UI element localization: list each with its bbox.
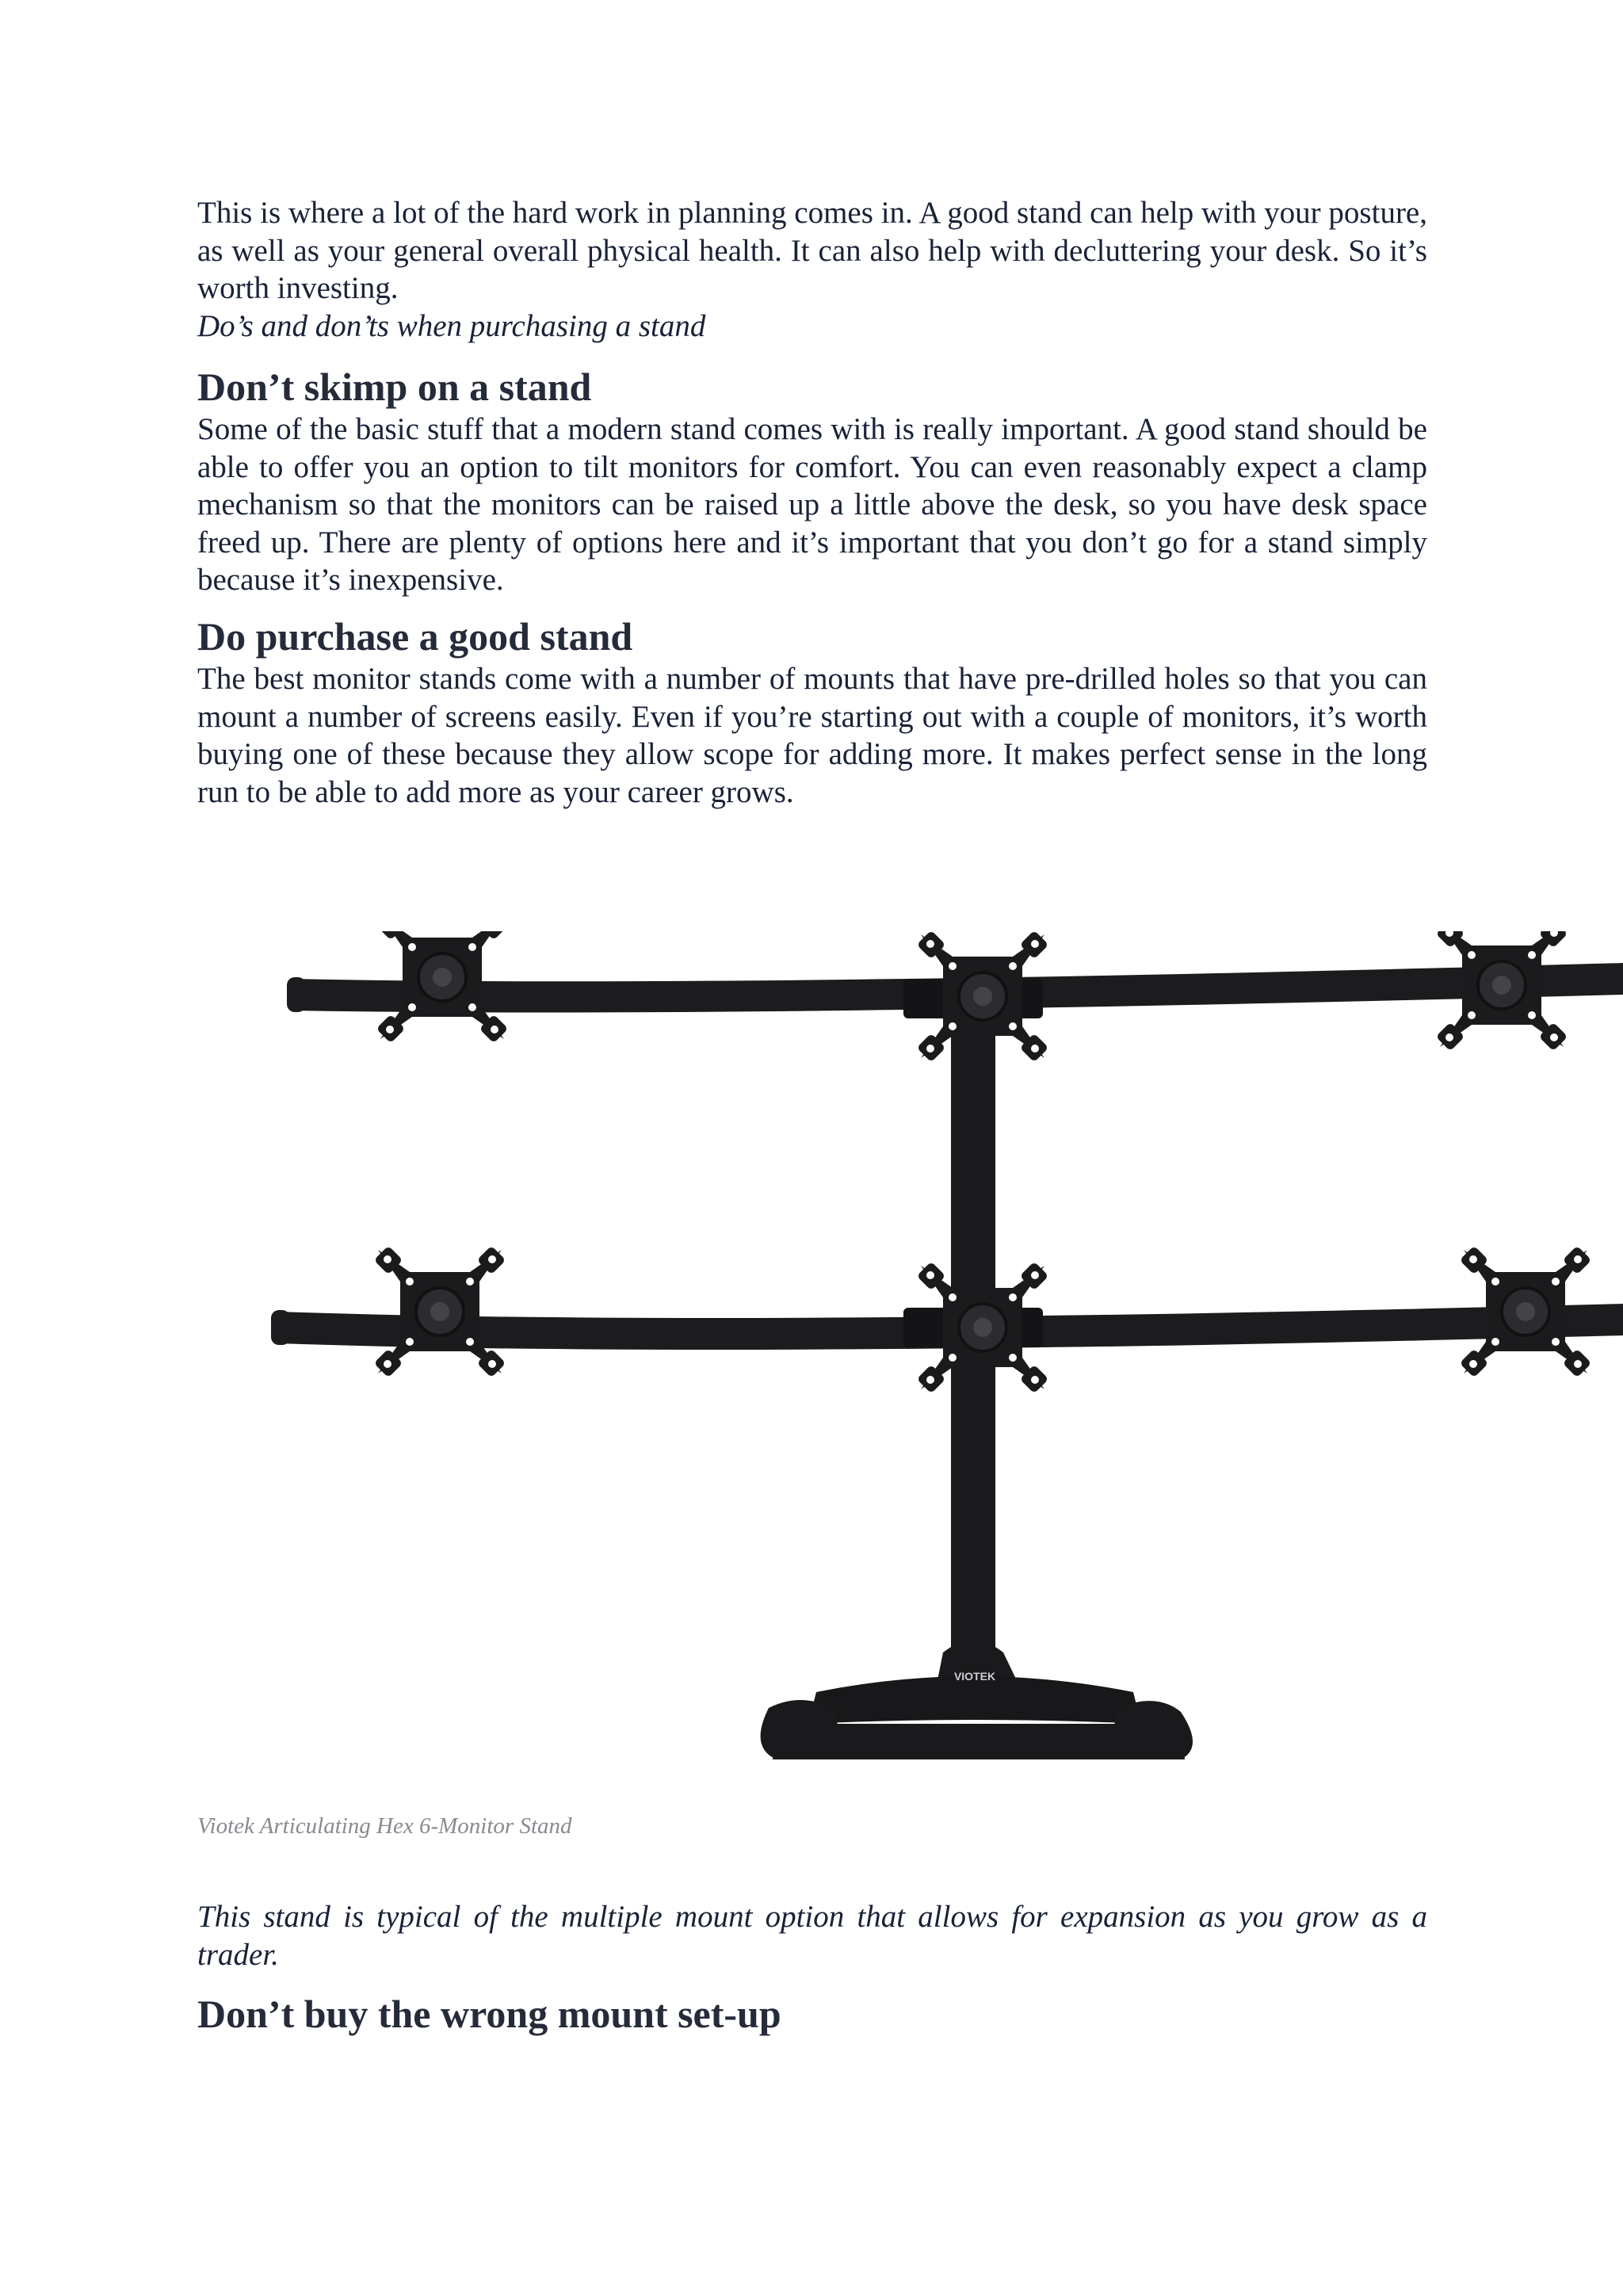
section-wrong-mount	[197, 1990, 1427, 2038]
figure-note-block	[197, 1898, 1427, 1973]
section-do-purchase	[197, 613, 1427, 811]
section-heading: Don’t buy the wrong mount set-up	[197, 1992, 781, 2036]
section-heading: Don’t skimp on a stand	[197, 365, 592, 409]
section-paragraph: Some of the basic stuff that a modern stand comes with is really important. A good stand should be able to offer you an option to tilt monitors for comfort. You can even reasonably expect a clamp mechanism so that the monitors can be raised up a little above the desk, so you have desk space freed up. There are plenty of options here and it’s important that you don’t go for a stand simply because it’s inexpensive.	[197, 412, 1427, 597]
figure-caption: Viotek Articulating Hex 6-Monitor Stand	[197, 1813, 572, 1839]
monitor-stand-image	[262, 931, 1623, 1775]
brand-mark: VIOTEK	[953, 1670, 996, 1683]
dos-donts-subtitle: Do’s and don’ts when purchasing a stand	[197, 308, 706, 343]
intro-block	[197, 194, 1427, 345]
figure-note: This stand is typical of the multiple mount option that allows for expansion as you grow as a trader.	[197, 1900, 1427, 1972]
section-heading: Do purchase a good stand	[197, 614, 633, 659]
section-dont-skimp	[197, 363, 1427, 599]
intro-paragraph: This is where a lot of the hard work in planning comes in. A good stand can help with your posture, as well as your general overall physical health. It can also help with decluttering your desk. So it’s worth investing.	[197, 196, 1427, 305]
monitor-stand-illustration	[262, 931, 1623, 1775]
figure-caption-block	[197, 1813, 1427, 1839]
section-paragraph: The best monitor stands come with a number of mounts that have pre-drilled holes so that you can mount a number of screens easily. Even if you’re starting out with a couple of monitors, it’s worth buying one of these because they allow scope for adding more. It makes perfect sense in the long run to be able to add more as your career grows.	[197, 662, 1427, 809]
